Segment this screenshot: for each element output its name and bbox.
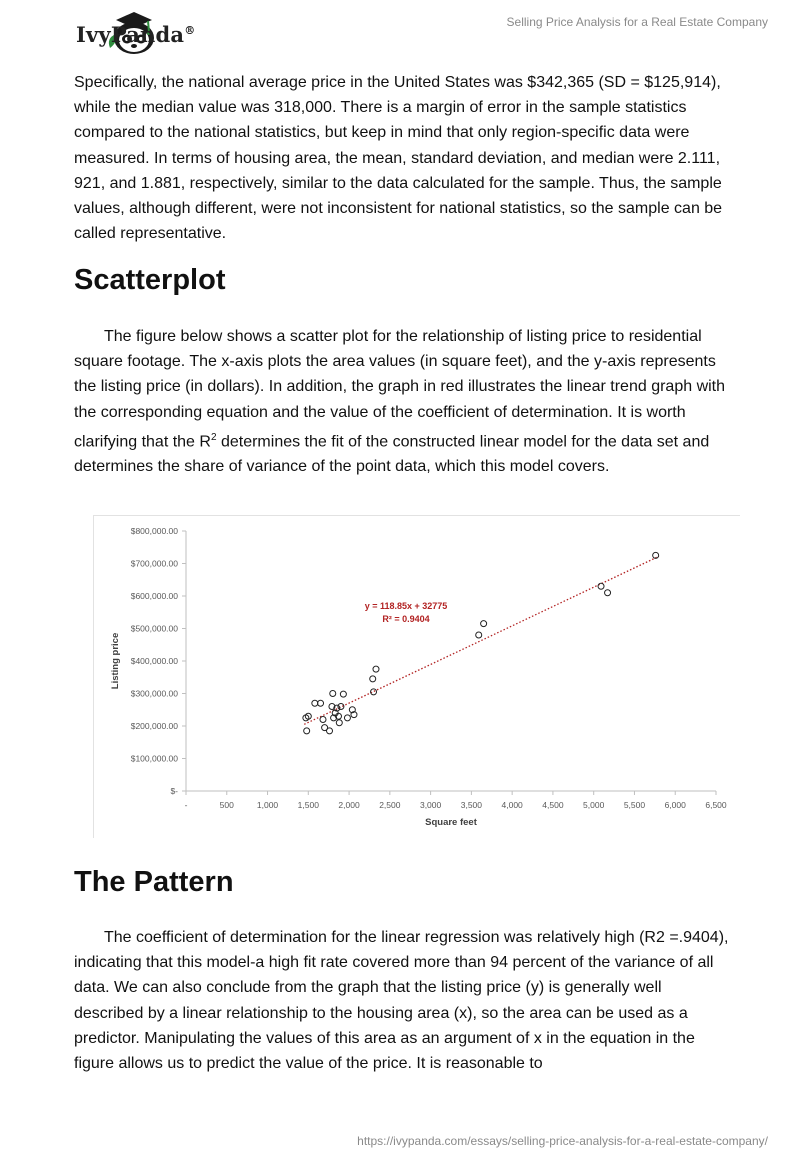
paragraph-text-part: determines the fit of the constructed linear model for the data set and determines the share of variance of the point data, which this model covers. (74, 433, 710, 476)
scatter-chart-svg (94, 516, 740, 838)
y-axis-title: Listing price (110, 632, 121, 690)
x-tick-label: 1,500 (297, 800, 319, 810)
x-tick-label: 3,000 (419, 800, 442, 810)
y-tick-label: $500,000.00 (130, 623, 178, 634)
paragraph-pattern: The coefficient of determination for the linear regression was relatively high (R2 =.9404), indicating that this model-a high fit rate covered more than 94 percent of the variance of all data. We can also conclude from the graph that the listing price (y) is generally well described by a linear relationship to the housing area (x), so the area can be used as a predictor. Manipulating the values of this area as an argument of x in the equation in the figure allows us to predict the value of the price. It is reasonable to (74, 929, 729, 1073)
data-point (304, 728, 310, 734)
y-tick-label: $600,000.00 (130, 591, 178, 601)
x-tick-label: 4,000 (501, 800, 523, 810)
data-point (312, 700, 318, 706)
trendline-equation: y = 118.85x + 32775 (364, 601, 448, 611)
y-tick-label: $300,000.00 (130, 688, 178, 699)
data-point (598, 583, 604, 589)
x-tick-label: 4,500 (542, 800, 564, 810)
superscript-2: 2 (210, 431, 217, 443)
data-point (318, 700, 324, 706)
x-tick-label: 500 (219, 800, 234, 810)
y-tick-label: $- (170, 786, 178, 796)
y-tick-label: $200,000.00 (130, 721, 178, 731)
x-tick-label: 2,000 (338, 800, 360, 810)
trendline (304, 556, 659, 724)
data-point (370, 676, 376, 682)
data-point (373, 666, 379, 672)
y-tick-label: $100,000.00 (130, 753, 178, 764)
paragraph-national-statistics: Specifically, the national average price in the United States was $342,365 (SD = $125,914), while the median value was 318,000. There is a margin of error in the sample statistics compared to the national statistics, but keep in mind that only region-specific data were measured. In terms of housing area, the mean, standard deviation, and median were 2.111, 921, and 1.881, respectively, similar to the data calculated for the sample. Thus, the sample values, although different, were not inconsistent for national statistics, so the sample can be called representative. (74, 74, 723, 243)
data-point (605, 590, 611, 596)
x-tick-label: 1,000 (256, 800, 279, 810)
heading-scatterplot: Scatterplot (74, 264, 226, 296)
data-point (336, 720, 342, 726)
x-tick-label: 5,500 (623, 800, 646, 810)
trendline-r2: R² = 0.9404 (382, 614, 430, 624)
x-axis-title: Square feet (425, 817, 477, 828)
x-tick-label: - (184, 800, 188, 810)
paragraph-text-part: The figure below shows a scatter plot for the relationship of listing price to residential square footage. The x-axis plots the area values (in square feet), and the y-axis represents the listing price (in dollars). In addition, the graph in red illustrates the linear trend graph with the corresponding equation and the value of the coefficient of determination. It is worth clarifying that the R (74, 328, 726, 451)
y-tick-label: $700,000.00 (130, 558, 178, 569)
x-tick-label: 6,000 (664, 800, 686, 810)
brand-name[interactable]: IvyPanda® (76, 22, 196, 47)
scatter-chart (93, 515, 740, 838)
heading-the-pattern: The Pattern (74, 866, 234, 898)
data-point (476, 632, 482, 638)
data-point (320, 717, 326, 723)
x-tick-label: 5,000 (583, 800, 605, 810)
document-title: Selling Price Analysis for a Real Estate Company (506, 15, 768, 29)
data-point (344, 715, 350, 721)
x-tick-label: 2,500 (379, 800, 401, 810)
data-point (481, 621, 487, 627)
y-tick-label: $400,000.00 (130, 656, 178, 666)
y-tick-label: $800,000.00 (130, 526, 178, 536)
page-header (0, 0, 800, 62)
x-tick-label: 3,500 (460, 800, 483, 810)
data-point (340, 691, 346, 697)
paragraph-scatter-description (74, 324, 734, 480)
data-point (330, 691, 336, 697)
data-point (327, 728, 333, 734)
footer-url-link[interactable]: https://ivypanda.com/essays/selling-price-analysis-for-a-real-estate-company/ (357, 1134, 768, 1148)
x-tick-label: 6,500 (705, 800, 727, 810)
